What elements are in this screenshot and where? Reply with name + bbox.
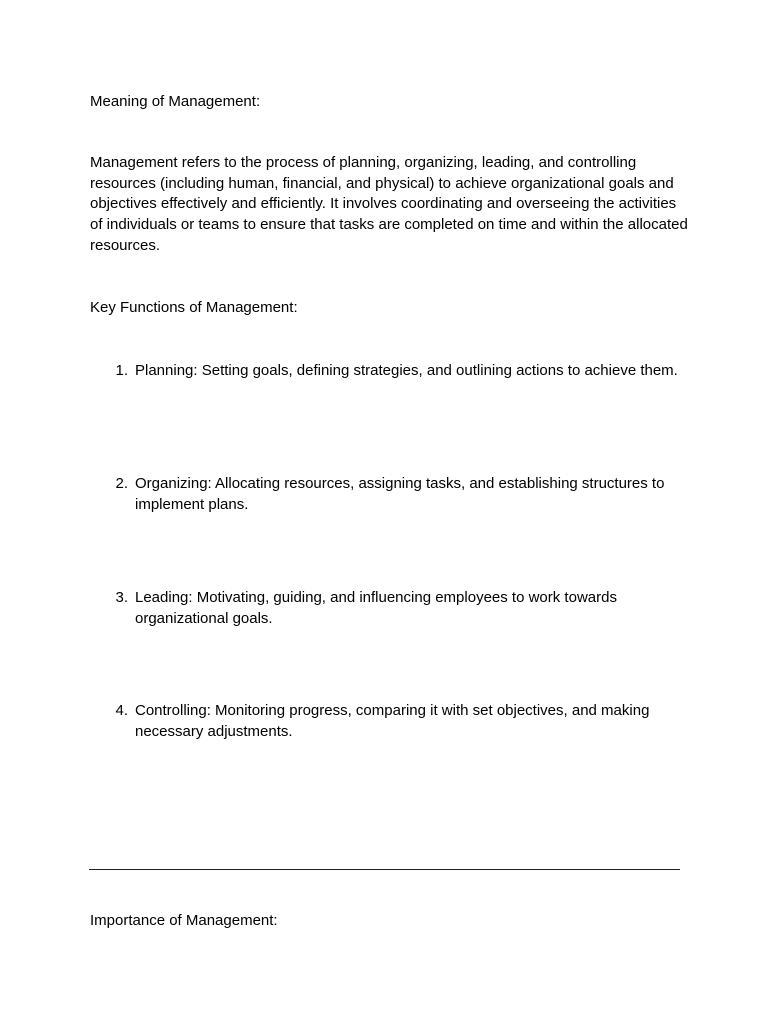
- list-number: 1.: [115, 362, 128, 379]
- list-number: 2.: [115, 475, 128, 492]
- functions-heading: Key Functions of Management:: [90, 299, 298, 316]
- meaning-paragraph: Management refers to the process of planning, organizing, leading, and controlling resources (including human, financial, and physical) to achieve organizational goals and objectives effectively and efficiently. It involves coordinating and overseeing the activities of individuals or teams to ensure that tasks are completed on time and within the allocated resources.: [90, 154, 688, 254]
- meaning-heading: Meaning of Management:: [90, 93, 261, 110]
- list-item-text: Leading: Motivating, guiding, and influencing employees to work towards organizational goals.: [135, 589, 617, 627]
- list-item-text: Organizing: Allocating resources, assigning tasks, and establishing structures to implement plans.: [135, 475, 665, 513]
- importance-heading: Importance of Management:: [90, 912, 278, 929]
- list-number: 3.: [115, 589, 128, 606]
- list-number: 4.: [115, 702, 128, 719]
- list-item-text: Planning: Setting goals, defining strategies, and outlining actions to achieve them.: [135, 362, 678, 379]
- horizontal-divider: [89, 869, 680, 870]
- list-item-text: Controlling: Monitoring progress, comparing it with set objectives, and making necessary adjustments.: [135, 702, 650, 740]
